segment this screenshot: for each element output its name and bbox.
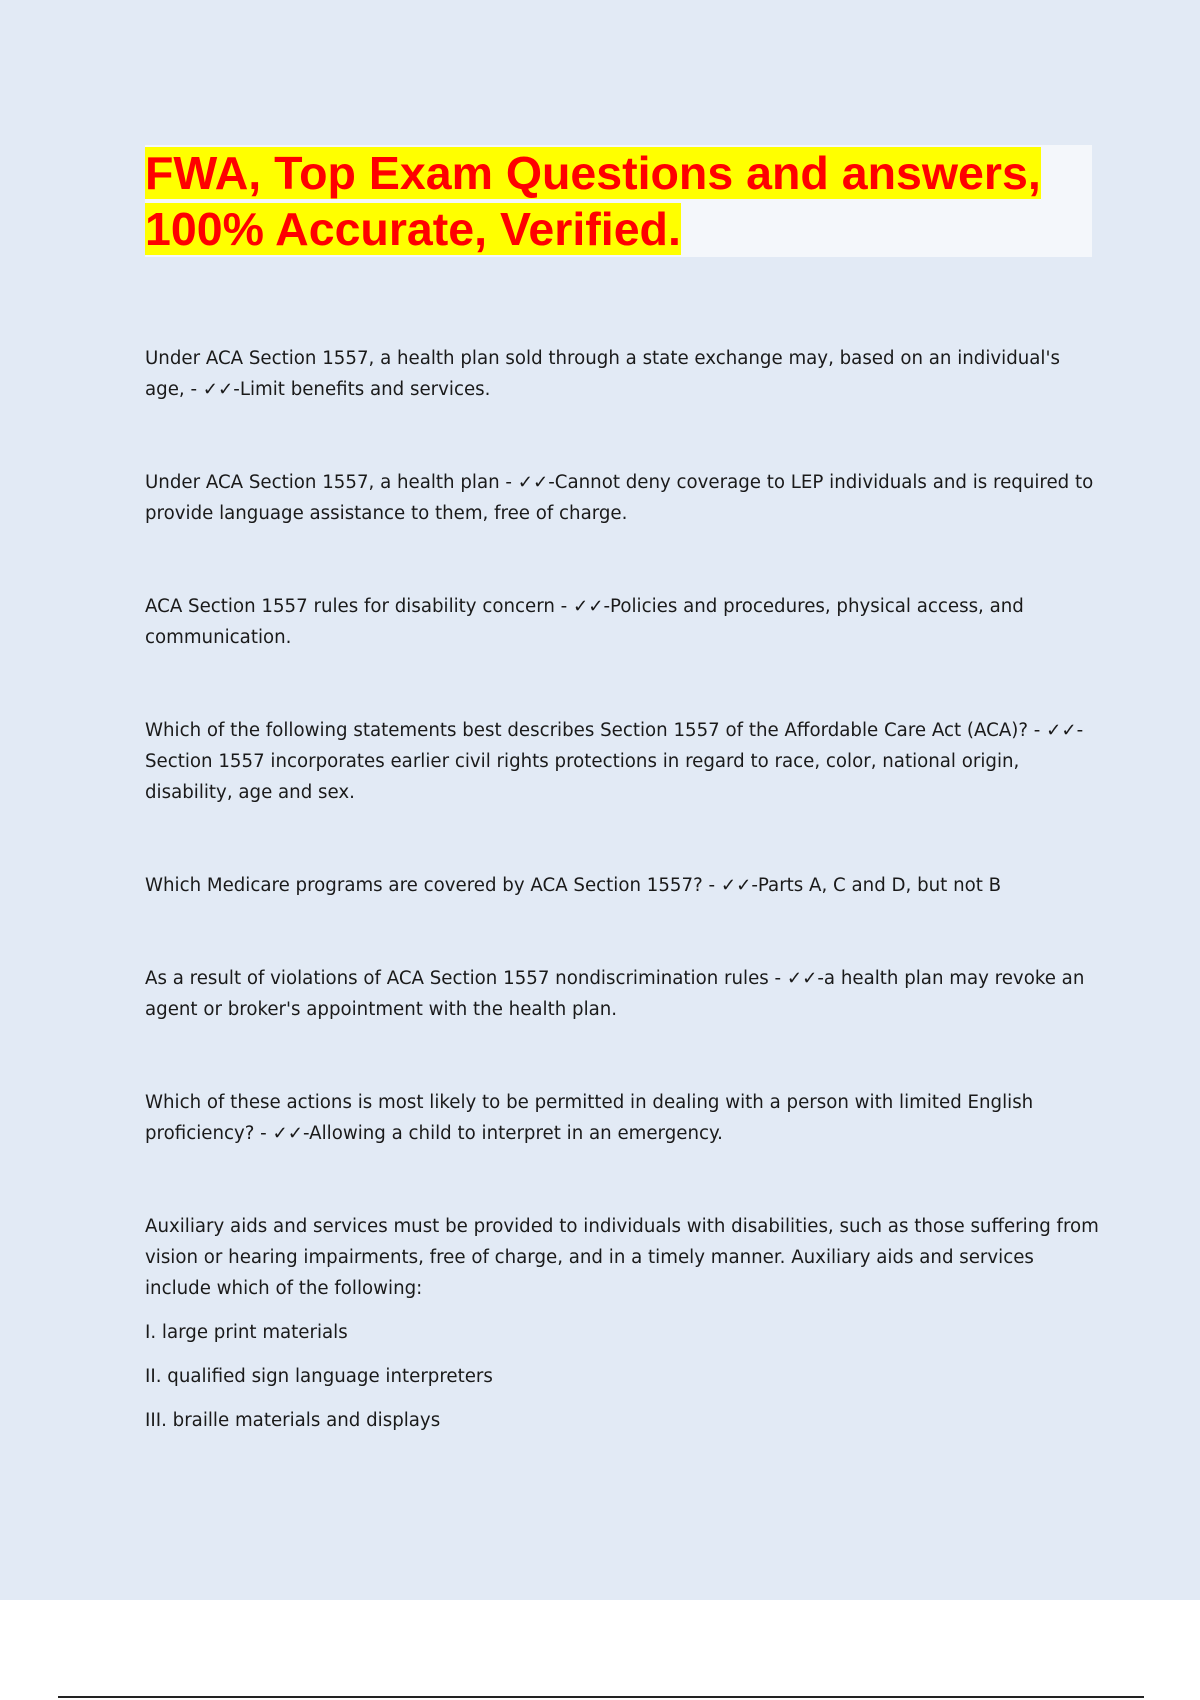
qa-entry: As a result of violations of ACA Section 1557 nondiscrimination rules - ✓✓-a health plan may revoke an agent or broker's appointment with the health plan. — [145, 968, 1085, 1020]
qa-entry: Under ACA Section 1557, a health plan - ✓✓-Cannot deny coverage to LEP individuals and is required to provide language assistance to them, free of charge. — [145, 472, 1094, 524]
qa-entry: Which Medicare programs are covered by ACA Section 1557? - ✓✓-Parts A, C and D, but not B — [145, 875, 1002, 896]
answer-option: III. braille materials and displays — [145, 1410, 441, 1431]
answer-option: I. large print materials — [145, 1322, 348, 1343]
qa-entry: ACA Section 1557 rules for disability concern - ✓✓-Policies and procedures, physical access, and communication. — [145, 596, 1024, 648]
qa-entry: Which of the following statements best describes Section 1557 of the Affordable Care Act (ACA)? - ✓✓-Section 1557 incorporates earlier civil rights protections in regard to race, color, national origin, disability, age and sex. — [145, 720, 1084, 803]
title-highlight: FWA, Top Exam Questions and answers, 100% Accurate, Verified. — [145, 147, 1041, 255]
document-body — [145, 343, 1100, 1436]
document-title — [145, 145, 1092, 257]
qa-entry: Which of these actions is most likely to be permitted in dealing with a person with limited English proficiency? - ✓✓-Allowing a child to interpret in an emergency. — [145, 1092, 1034, 1144]
footer-rule — [58, 1696, 1144, 1698]
answer-option: II. qualified sign language interpreters — [145, 1366, 493, 1387]
qa-entry: Under ACA Section 1557, a health plan sold through a state exchange may, based on an individual's age, - ✓✓-Limit benefits and services. — [145, 348, 1060, 400]
qa-entry-question: Auxiliary aids and services must be provided to individuals with disabilities, such as those suffering from vision or hearing impairments, free of charge, and in a timely manner. Auxiliary aids and services include which of the following: — [145, 1216, 1099, 1299]
